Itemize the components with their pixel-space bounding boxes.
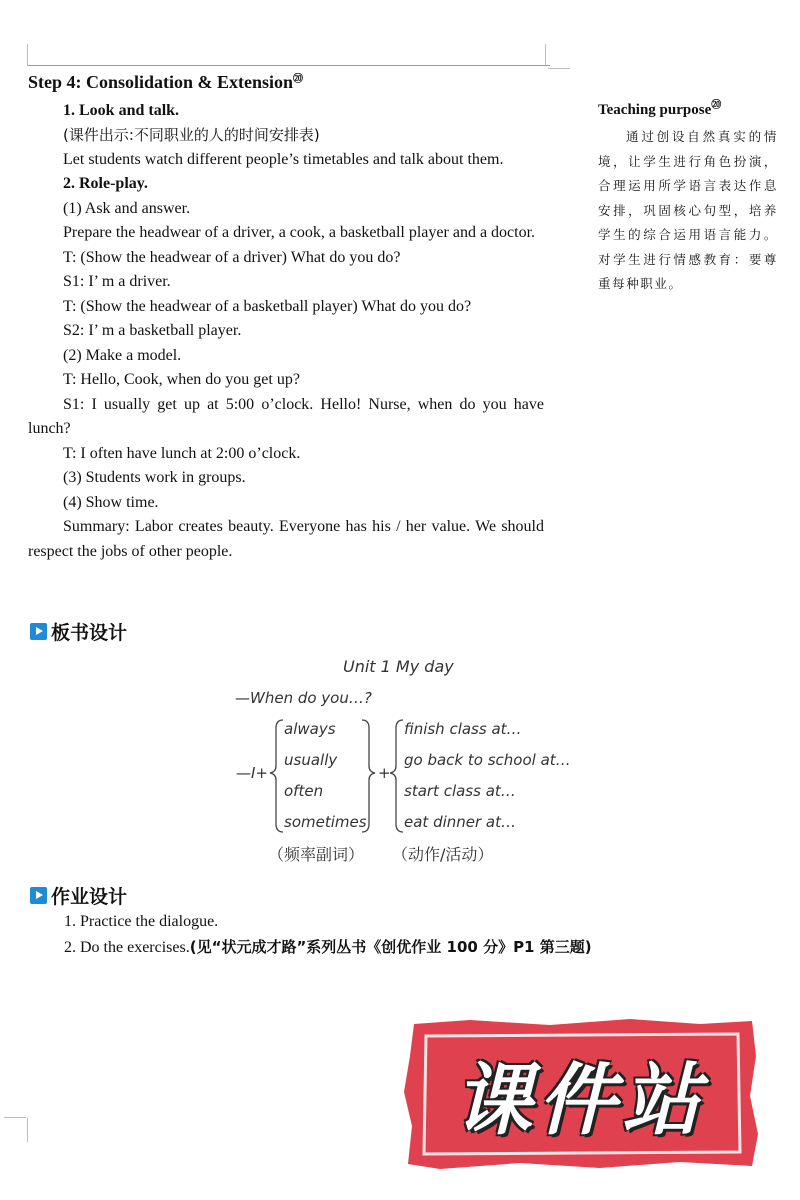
- adverb-sometimes: sometimes: [284, 813, 367, 831]
- roleplay-line: S1: I usually get up at 5:00 o’clock. Hello! Nurse, when do you have lunch?: [28, 395, 544, 437]
- left-brace-adverbs: [270, 720, 283, 832]
- homework-heading: 作业设计: [30, 882, 127, 909]
- summary-text: Summary: Labor creates beauty. Everyone has his / her value. We should respect the jobs of other people.: [28, 518, 544, 560]
- activity-go-back-to-school: go back to school at…: [404, 751, 571, 769]
- roleplay-line: (4) Show time.: [63, 493, 159, 511]
- roleplay-line: (3) Students work in groups.: [63, 469, 246, 486]
- board-title: Unit 1 My day: [343, 657, 454, 676]
- board-answer-prefix: —I+: [236, 764, 268, 782]
- watermark-text: 课件站: [453, 1056, 706, 1146]
- watermark-stamp: [400, 1016, 760, 1172]
- roleplay-line: T: I often have lunch at 2:00 o’clock.: [63, 444, 301, 462]
- teaching-purpose-note: [598, 102, 778, 297]
- roleplay-line: T: Hello, Cook, when do you get up?: [63, 371, 300, 388]
- teaching-purpose-title: Teaching purpose⑳: [598, 100, 722, 118]
- adverb-usually: usually: [284, 751, 338, 769]
- look-talk-text: Let students watch different people’s timetables and talk about them.: [63, 150, 504, 168]
- activity-finish-class: finish class at…: [404, 720, 522, 738]
- crop-mark-top-right-v: [545, 44, 546, 66]
- look-talk-note: (课件出示:不同职业的人的时间安排表): [63, 126, 320, 144]
- board-question: —When do you…?: [235, 689, 372, 707]
- roleplay-line: S2: I’ m a basketball player.: [63, 322, 242, 339]
- lesson-step-section: [28, 70, 544, 564]
- roleplay-line: T: (Show the headwear of a driver) What do you do?: [63, 248, 401, 266]
- play-icon: [30, 623, 47, 640]
- crop-mark-top-left-v: [27, 44, 28, 66]
- look-talk-heading: 1. Look and talk.: [63, 101, 180, 119]
- step-title: Step 4: Consolidation & Extension⑳: [28, 72, 304, 92]
- header-rule: [28, 65, 550, 66]
- roleplay-line: (2) Make a model.: [63, 346, 182, 364]
- label-frequency-adverbs: （频率副词）: [268, 845, 365, 864]
- crop-mark-top-right-h: [548, 68, 570, 69]
- adverb-always: always: [284, 720, 336, 738]
- roleplay-heading: 2. Role-play.: [63, 175, 148, 192]
- homework-item-2: 2. Do the exercises.(见“状元成才路”系列丛书《创优作业 100 分》P1 第三题): [64, 938, 592, 956]
- roleplay-line: Prepare the headwear of a driver, a cook, a basketball player and a doctor.: [63, 224, 536, 241]
- board-diagram: [0, 648, 800, 878]
- label-actions: （动作/活动）: [392, 845, 494, 864]
- left-brace-activities: [390, 720, 403, 832]
- roleplay-line: T: (Show the headwear of a basketball player) What do you do?: [63, 297, 472, 315]
- roleplay-line: S1: I’ m a driver.: [63, 273, 171, 290]
- crop-mark-bottom-left-h: [4, 1117, 26, 1118]
- play-icon: [30, 887, 47, 904]
- board-design-heading: 板书设计: [30, 618, 127, 645]
- adverb-often: often: [284, 782, 324, 800]
- homework-item-1: 1. Practice the dialogue.: [64, 913, 219, 930]
- crop-mark-bottom-left-v: [27, 1118, 28, 1142]
- board-plus: +: [378, 764, 391, 782]
- activity-start-class: start class at…: [404, 782, 516, 800]
- teaching-purpose-text: 通过创设自然真实的情境，让学生进行角色扮演，合理运用所学语言表达作息安排，巩固核心句型，培养学生的综合运用语言能力。对学生进行情感教育：要尊重每种职业。: [598, 129, 778, 291]
- roleplay-line: (1) Ask and answer.: [63, 199, 191, 217]
- activity-eat-dinner: eat dinner at…: [404, 813, 517, 831]
